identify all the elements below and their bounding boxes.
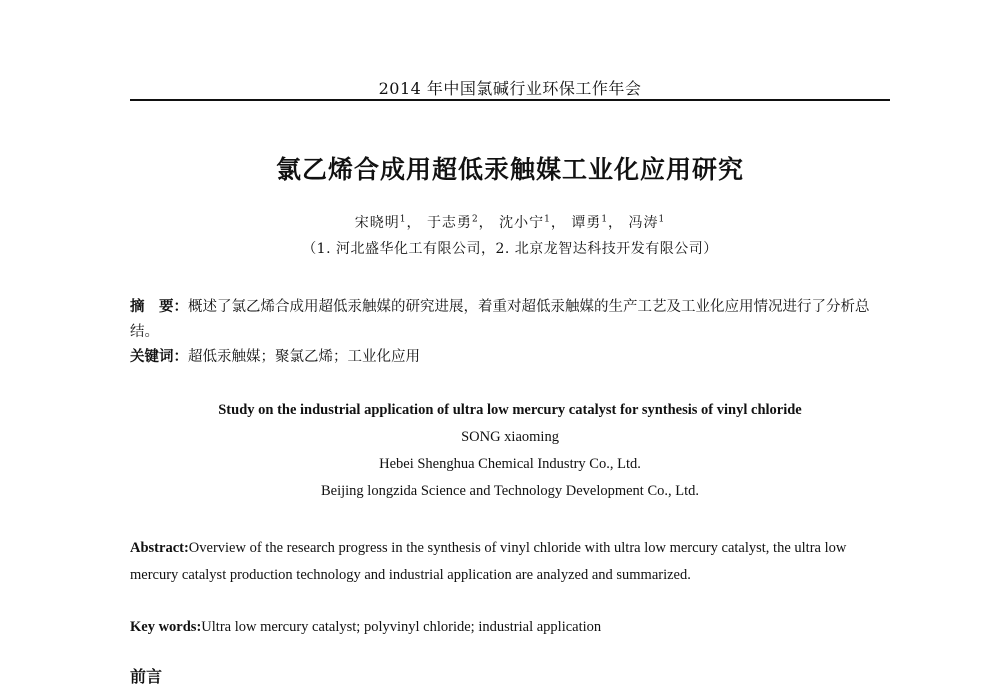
- header-rule: [130, 99, 890, 101]
- keywords-cn-text: 超低汞触媒；聚氯乙烯；工业化应用: [188, 349, 420, 365]
- abstract-cn: [130, 294, 890, 345]
- author-name: 宋晓明: [354, 215, 400, 231]
- section-heading: 前言: [130, 667, 163, 686]
- paper-title-cn: 氯乙烯合成用超低汞触媒工业化应用研究: [275, 155, 744, 184]
- author-separator: ，: [608, 215, 624, 231]
- running-header: 2014 年中国氯碱行业环保工作年会: [378, 79, 642, 98]
- abstract-en-text: Overview of the research progress in the synthesis of vinyl chloride with ultra low mercury catalyst, the ultra low mercury catalyst production technology and industrial application are analyzed and summarized.: [130, 540, 847, 583]
- author-en: SONG xiaoming: [461, 429, 559, 445]
- author-affil-mark: 1: [544, 214, 551, 225]
- author-separator: ，: [478, 215, 494, 231]
- keywords-en-text: Ultra low mercury catalyst; polyvinyl chloride; industrial application: [201, 619, 602, 635]
- keywords-en: [130, 617, 890, 637]
- abstract-cn-label: 摘 要：: [130, 298, 188, 315]
- author-list: [130, 212, 890, 232]
- author-name: 冯涛: [628, 215, 659, 231]
- author-separator: ，: [550, 215, 566, 231]
- author-name: 沈小宁: [499, 215, 545, 231]
- author-affil-mark: 1: [399, 214, 407, 225]
- affiliation-en-2: Beijing longzida Science and Technology Development Co., Ltd.: [320, 483, 700, 499]
- affiliation-en-1: Hebei Shenghua Chemical Industry Co., Ltd.: [379, 456, 641, 472]
- abstract-en: [130, 535, 885, 589]
- abstract-cn-text: 概述了氯乙烯合成用超低汞触媒的研究进展，着重对超低汞触媒的生产工艺及工业化应用情况进行了分析总结。: [130, 299, 870, 340]
- keywords-cn: [130, 344, 890, 370]
- author-affil-mark: 2: [471, 214, 479, 225]
- paper-title-en: Study on the industrial application of ultra low mercury catalyst for synthesis of vinyl chloride: [218, 402, 802, 418]
- author-affil-mark: 1: [601, 214, 609, 225]
- keywords-en-label: Key words:: [130, 619, 202, 635]
- author-affil-mark: 1: [658, 214, 666, 225]
- keywords-cn-label: 关键词：: [130, 348, 188, 365]
- author-name: 谭勇: [571, 215, 602, 231]
- affiliations-cn: （1. 河北盛华化工有限公司，2. 北京龙智达科技开发有限公司）: [302, 241, 718, 257]
- author-name: 于志勇: [426, 215, 472, 231]
- abstract-en-label: Abstract:: [130, 540, 189, 556]
- author-separator: ，: [406, 215, 422, 231]
